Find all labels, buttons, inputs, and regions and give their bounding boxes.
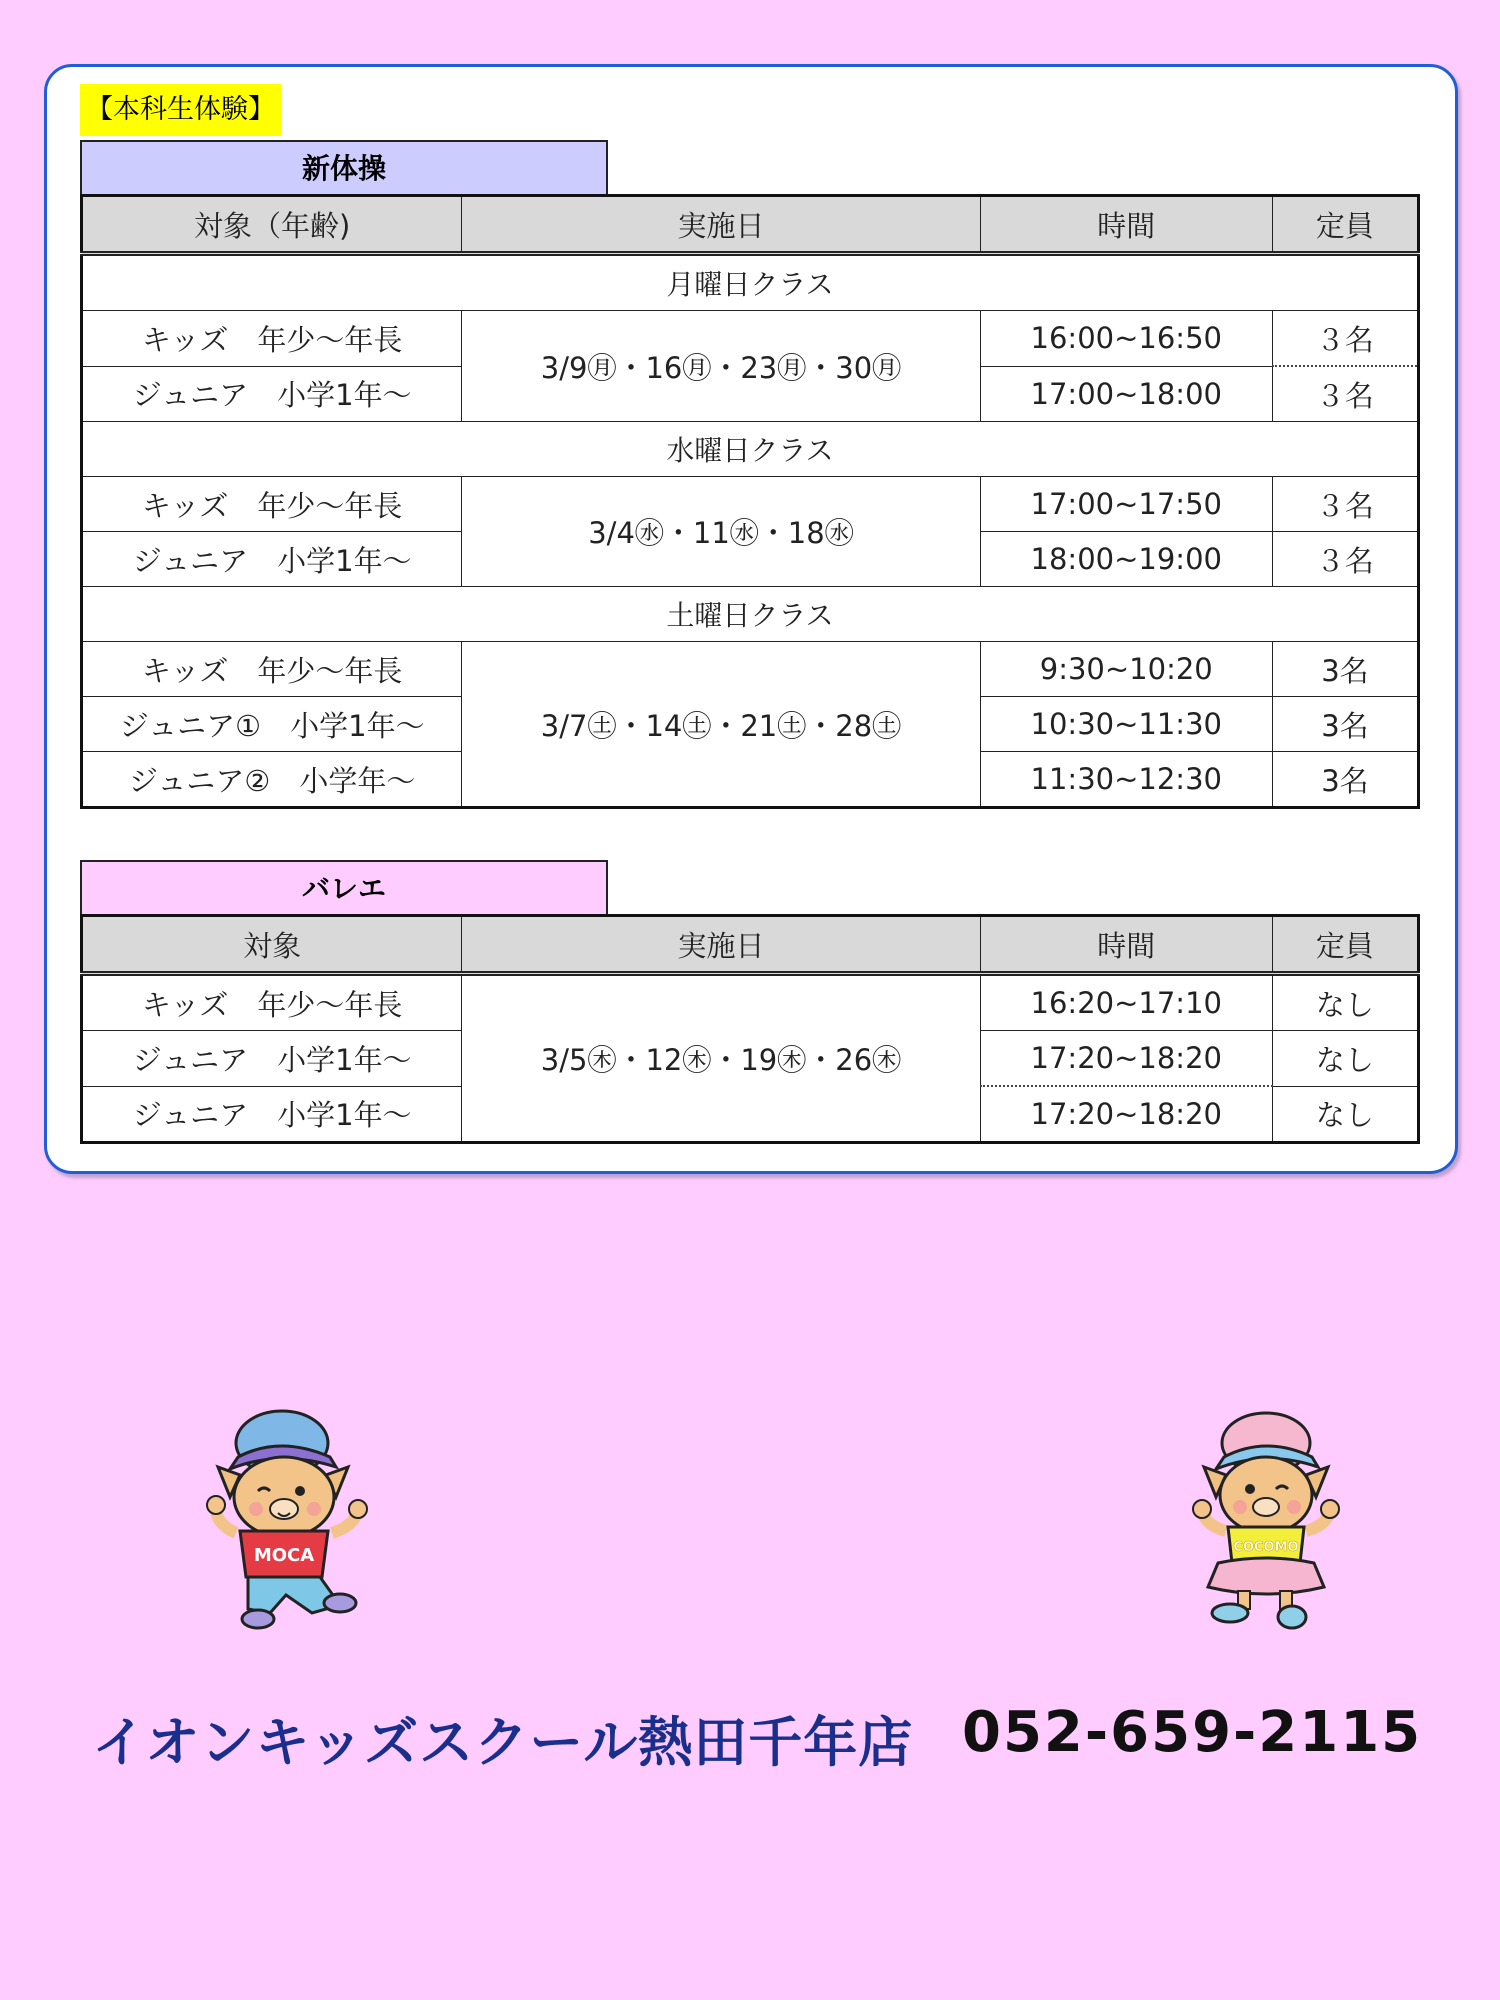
header-dates: 実施日 xyxy=(462,916,980,974)
header-capacity: 定員 xyxy=(1272,916,1418,974)
dates-cell: 3/4㊌・11㊌・18㊌ xyxy=(462,477,980,587)
moca-mascot-illustration xyxy=(200,1405,390,1635)
gymnastics-table xyxy=(80,194,1420,809)
monday-class-heading: 月曜日クラス xyxy=(82,254,1419,311)
capacity-cell: ３名 xyxy=(1272,366,1418,422)
target-cell: キッズ 年少～年長 xyxy=(82,477,462,532)
dates-cell: 3/7㊏・14㊏・21㊏・28㊏ xyxy=(462,642,980,808)
time-cell: 9:30~10:20 xyxy=(980,642,1272,697)
capacity-cell: ３名 xyxy=(1272,477,1418,532)
moca-shirt-text: MOCA xyxy=(253,1545,315,1566)
header-target: 対象 xyxy=(82,916,462,974)
table-header-row xyxy=(82,196,1419,254)
ballet-tab-label: バレエ xyxy=(80,860,608,914)
capacity-cell: 3名 xyxy=(1272,642,1418,697)
dates-cell: 3/5㊍・12㊍・19㊍・26㊍ xyxy=(462,974,980,1143)
capacity-cell: ３名 xyxy=(1272,311,1418,367)
time-cell: 10:30~11:30 xyxy=(980,697,1272,752)
header-time: 時間 xyxy=(980,916,1272,974)
header-dates: 実施日 xyxy=(462,196,980,254)
capacity-cell: ３名 xyxy=(1272,532,1418,587)
target-cell: ジュニア 小学1年～ xyxy=(82,1031,462,1087)
saturday-class-heading: 土曜日クラス xyxy=(82,587,1419,642)
time-cell: 11:30~12:30 xyxy=(980,752,1272,808)
time-cell: 17:00~18:00 xyxy=(980,366,1272,422)
table-row xyxy=(82,974,1419,1031)
target-cell: キッズ 年少～年長 xyxy=(82,974,462,1031)
target-cell: ジュニア 小学1年～ xyxy=(82,1086,462,1143)
capacity-cell: なし xyxy=(1272,974,1418,1031)
capacity-cell: 3名 xyxy=(1272,752,1418,808)
cocomo-shirt-text: COCOMO xyxy=(1233,1540,1299,1555)
time-cell: 16:00~16:50 xyxy=(980,311,1272,367)
capacity-cell: なし xyxy=(1272,1086,1418,1143)
phone-number[interactable]: 052-659-2115 xyxy=(962,1700,1423,1765)
store-name: イオンキッズスクール熱田千年店 xyxy=(92,1711,914,1774)
table-row xyxy=(82,642,1419,697)
target-cell: キッズ 年少～年長 xyxy=(82,642,462,697)
section-badge: 【本科生体験】 xyxy=(80,84,281,136)
header-target: 対象（年齢) xyxy=(82,196,462,254)
target-cell: ジュニア① 小学1年～ xyxy=(82,697,462,752)
wednesday-class-heading: 水曜日クラス xyxy=(82,422,1419,477)
time-cell: 16:20~17:10 xyxy=(980,974,1272,1031)
header-capacity: 定員 xyxy=(1272,196,1418,254)
table-row xyxy=(82,311,1419,367)
target-cell: キッズ 年少～年長 xyxy=(82,311,462,367)
header-time: 時間 xyxy=(980,196,1272,254)
ballet-table xyxy=(80,914,1420,1144)
target-cell: ジュニア② 小学年～ xyxy=(82,752,462,808)
table-header-row xyxy=(82,916,1419,974)
dates-cell: 3/9㊊・16㊊・23㊊・30㊊ xyxy=(462,311,980,422)
target-cell: ジュニア 小学1年～ xyxy=(82,532,462,587)
table-row xyxy=(82,477,1419,532)
time-cell: 17:00~17:50 xyxy=(980,477,1272,532)
time-cell: 17:20~18:20 xyxy=(980,1031,1272,1087)
target-cell: ジュニア 小学1年～ xyxy=(82,366,462,422)
time-cell: 18:00~19:00 xyxy=(980,532,1272,587)
capacity-cell: 3名 xyxy=(1272,697,1418,752)
time-cell: 17:20~18:20 xyxy=(980,1086,1272,1143)
capacity-cell: なし xyxy=(1272,1031,1418,1087)
gymnastics-tab-label: 新体操 xyxy=(80,140,608,194)
cocomo-mascot-illustration xyxy=(1180,1405,1350,1635)
